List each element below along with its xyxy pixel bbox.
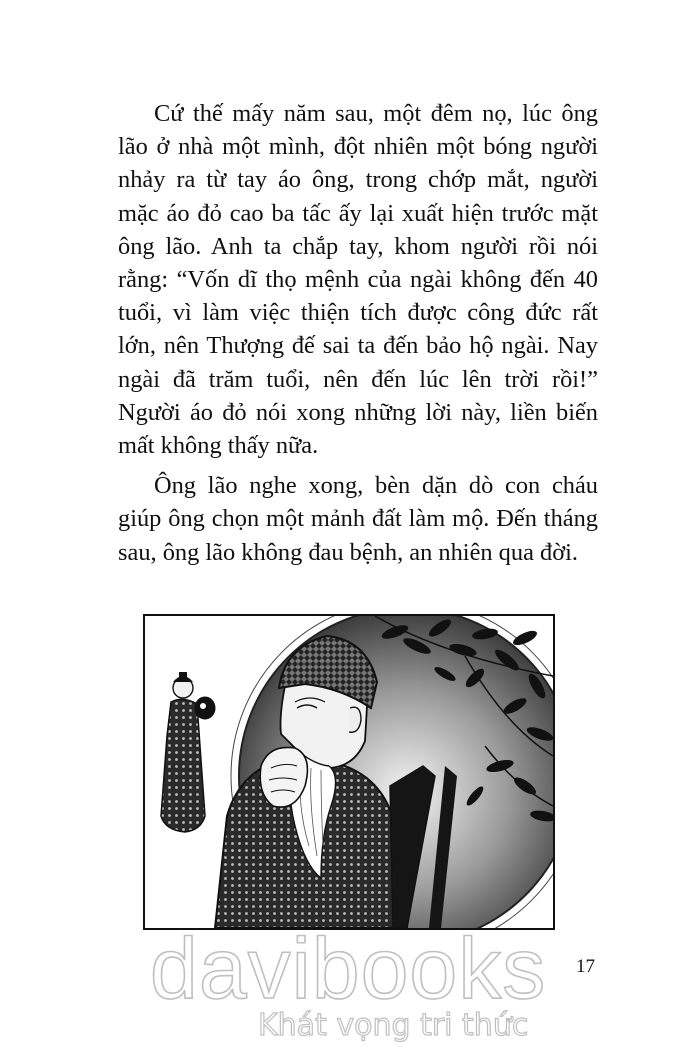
page-number: 17: [576, 956, 595, 977]
paragraph-2: Ông lão nghe xong, bèn dặn dò con cháu giúp ông chọn một mảnh đất làm mộ. Đến tháng sau, ông lão không đau bệnh, an nhiên qua đời.: [118, 472, 598, 566]
paragraph-1: Cứ thế mấy năm sau, một đêm nọ, lúc ông lão ở nhà một mình, đột nhiên một bóng người nhảy ra từ tay áo ông, trong chớp mắt, người mặc áo đỏ cao ba tấc ấy lại xuất hiện trước mặt ông lão. Anh ta chắp tay, khom người rồi nói rằng: “Vốn dĩ thọ mệnh của ngài không đến 40 tuổi, vì làm việc thiện tích được công đức rất lớn, nên Thượng đế sai ta đến bảo hộ ngài. Nay ngài đã trăm tuổi, nên đến lúc lên trời rồi!” Người áo đỏ nói xong những lời này, liền biến mất không thấy nữa.: [118, 100, 598, 460]
watermark-slogan: Khát vọng tri thức: [258, 1008, 529, 1043]
story-illustration: [143, 614, 555, 930]
tiny-man-figure: [161, 672, 215, 832]
old-man-and-tiny-man-icon: [145, 616, 553, 928]
watermark-brand: davibooks: [150, 921, 547, 1017]
watermark: [150, 920, 550, 1050]
story-text: [118, 97, 598, 576]
